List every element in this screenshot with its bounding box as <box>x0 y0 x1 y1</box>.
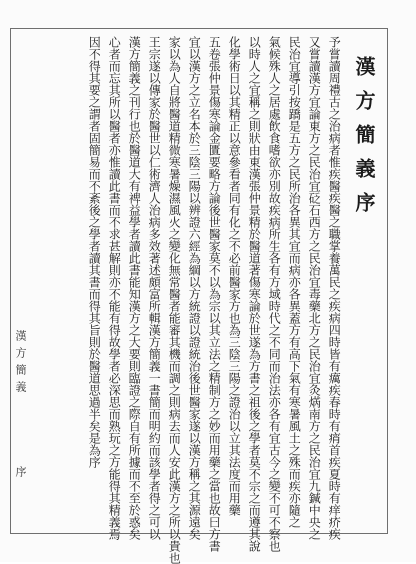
text-column-1: 予嘗讀周禮古之治病者惟疾醫疾醫之職掌養萬民之疾病四時皆有癘疾春時有痟首疾夏時有痒疥疾 <box>327 36 342 540</box>
text-column-5: 以時人之宜稱之則狀由東漢張仲景精於醫道著傷寒論於世遂為方書之祖後之學者莫不宗之而遵其說 <box>247 36 262 552</box>
gutter-book-title: 漢方簡義 <box>14 330 27 398</box>
text-column-10: 王宗遂以傳家於醫世以仁術濟人治病多效著述頗富所輯漢方簡義一書簡而明約而該學者得之可以 <box>147 36 162 540</box>
text-column-12: 心者而忘其所以醫者亦惟讀此書而不求甚解則亦不能有得故學者必深思而熟玩之方能得其精義焉 <box>107 36 122 540</box>
text-column-9: 家以為人自將醫道精微寒暑燥濕風火之變化無常醫者能審其機而調之則病去而人安此漢方之所以貴也 <box>167 36 182 564</box>
text-column-7: 五卷張仲景傷寒論金匱要略方論後世醫家莫不以為宗以其立法之精制方之妙而用藥之當也故曰方書 <box>207 36 222 552</box>
text-column-8: 宜以漢方之立名本於三陰三陽以辨證六經為綱以方統證以證統治後世醫家遂以漢方稱之其源遠矣 <box>187 36 202 540</box>
text-column-11: 漢方簡義之刊行也於醫道大有裨益學者讀此書能知漢方之大要則臨證之際自有所據而不至於惑矣 <box>127 36 142 540</box>
page-title: 漢方簡義序 <box>352 56 376 226</box>
text-column-6: 化學術日以其精正以意參看者同有化之不必前醫家方也為三陰三陽之證治以立其法度而用藥 <box>227 36 242 516</box>
text-column-3: 民治宜導引按蹻是五方之民所治各異其宜而病亦各異蓋方有高下氣有寒暑風土之殊而疾亦隨之 <box>287 36 302 528</box>
text-column-4: 氣候殊人之居處飲食嗜欲亦別故疾病所生各有方域時代之不同而治法亦各有宜古今之變不可不察也 <box>267 36 282 552</box>
text-column-13: 因不得其要之謂者固簡易而不紊後之學者讀其書而得其旨則於醫道思過半矣是為序 <box>87 36 102 468</box>
text-column-2: 又嘗讀漢方宜論東方之民治宜砭石西方之民治宜毒藥北方之民治宜灸焫南方之民治宜九鍼中央之 <box>307 36 322 540</box>
gutter-section: 序 <box>14 466 27 477</box>
